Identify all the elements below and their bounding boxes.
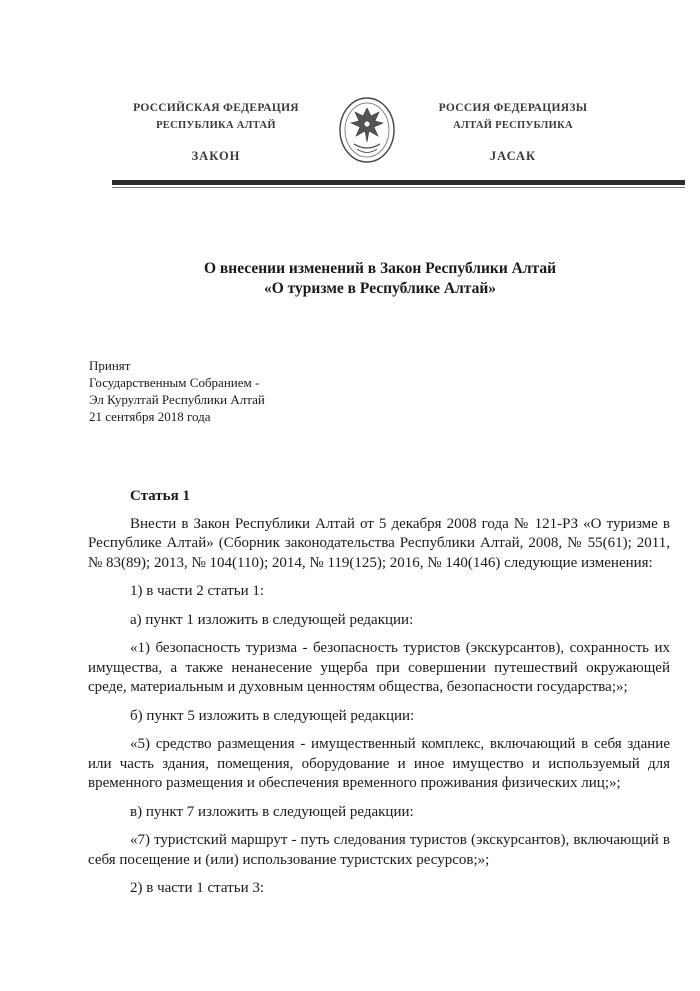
adoption-line-3: Эл Курултай Республики Алтай (89, 392, 265, 407)
header-right-block (393, 100, 633, 164)
header-right-republic: АЛТАЙ РЕСПУБЛИКА (453, 120, 573, 131)
title-line-1: О внесении изменений в Закон Республики Алтай (203, 260, 557, 277)
article-paragraph: «5) средство размещения - имущественный комплекс, включающий в себя здание или часть здания, помещения, оборудование и иное имущество и используемый для временного размещения и обеспечения временного проживания физических лиц;»; (88, 736, 670, 791)
article-paragraph: в) пункт 7 изложить в следующей редакции: (130, 803, 414, 820)
article-paragraph: 1) в части 2 статьи 1: (130, 583, 265, 599)
header-left-republic: РЕСПУБЛИКА АЛТАЙ (156, 120, 276, 131)
article-paragraph: «7) туристский маршрут - путь следования туристов (экскурсантов), включающий в себя посещение и (или) использование туристских ресурсов;»; (88, 832, 670, 868)
article-body (88, 487, 670, 908)
adoption-block (89, 357, 265, 425)
adoption-date: 21 сентября 2018 года (89, 409, 211, 424)
adoption-line-2: Государственным Собранием - (89, 375, 260, 390)
adoption-line-1: Принят (89, 358, 131, 373)
header-left-law-word: ЗАКОН (191, 149, 241, 163)
altai-coat-of-arms-emblem-icon (338, 96, 396, 164)
article-heading: Статья 1 (130, 488, 190, 504)
article-paragraph: 2) в части 1 статьи 3: (130, 880, 265, 896)
header-right-country: РОССИЯ ФЕДЕРАЦИЯЗЫ (438, 102, 588, 114)
header-right-law-word: JАСАК (489, 149, 537, 163)
header-left-block (96, 100, 336, 164)
article-paragraph: б) пункт 5 изложить в следующей редакции: (130, 707, 415, 724)
title-line-2: «О туризме в Республике Алтай» (263, 280, 497, 297)
header-left-country: РОССИЙСКАЯ ФЕДЕРАЦИЯ (133, 102, 299, 114)
article-paragraph: «1) безопасность туризма - безопасность туристов (экскурсантов), сохранность их имущества, а также ненанесение ущерба при совершении путешествий окружающей среде, материальным и духовным ценностям общества, безопасности государства;»; (88, 640, 670, 695)
header-divider-thin (112, 187, 685, 188)
article-paragraph: а) пункт 1 изложить в следующей редакции: (130, 611, 414, 628)
header-divider-thick (112, 180, 685, 185)
document-title (100, 259, 660, 299)
article-paragraph: Внести в Закон Республики Алтай от 5 декабря 2008 года № 121-РЗ «О туризме в Республике Алтай» (Сборник законодательства Республики Алтай, 2008, № 55(61); 2011, № 83(89); 2013, № 104(110); 2014, № 119(125); 2016, № 140(146) следующие изменения: (88, 515, 670, 571)
